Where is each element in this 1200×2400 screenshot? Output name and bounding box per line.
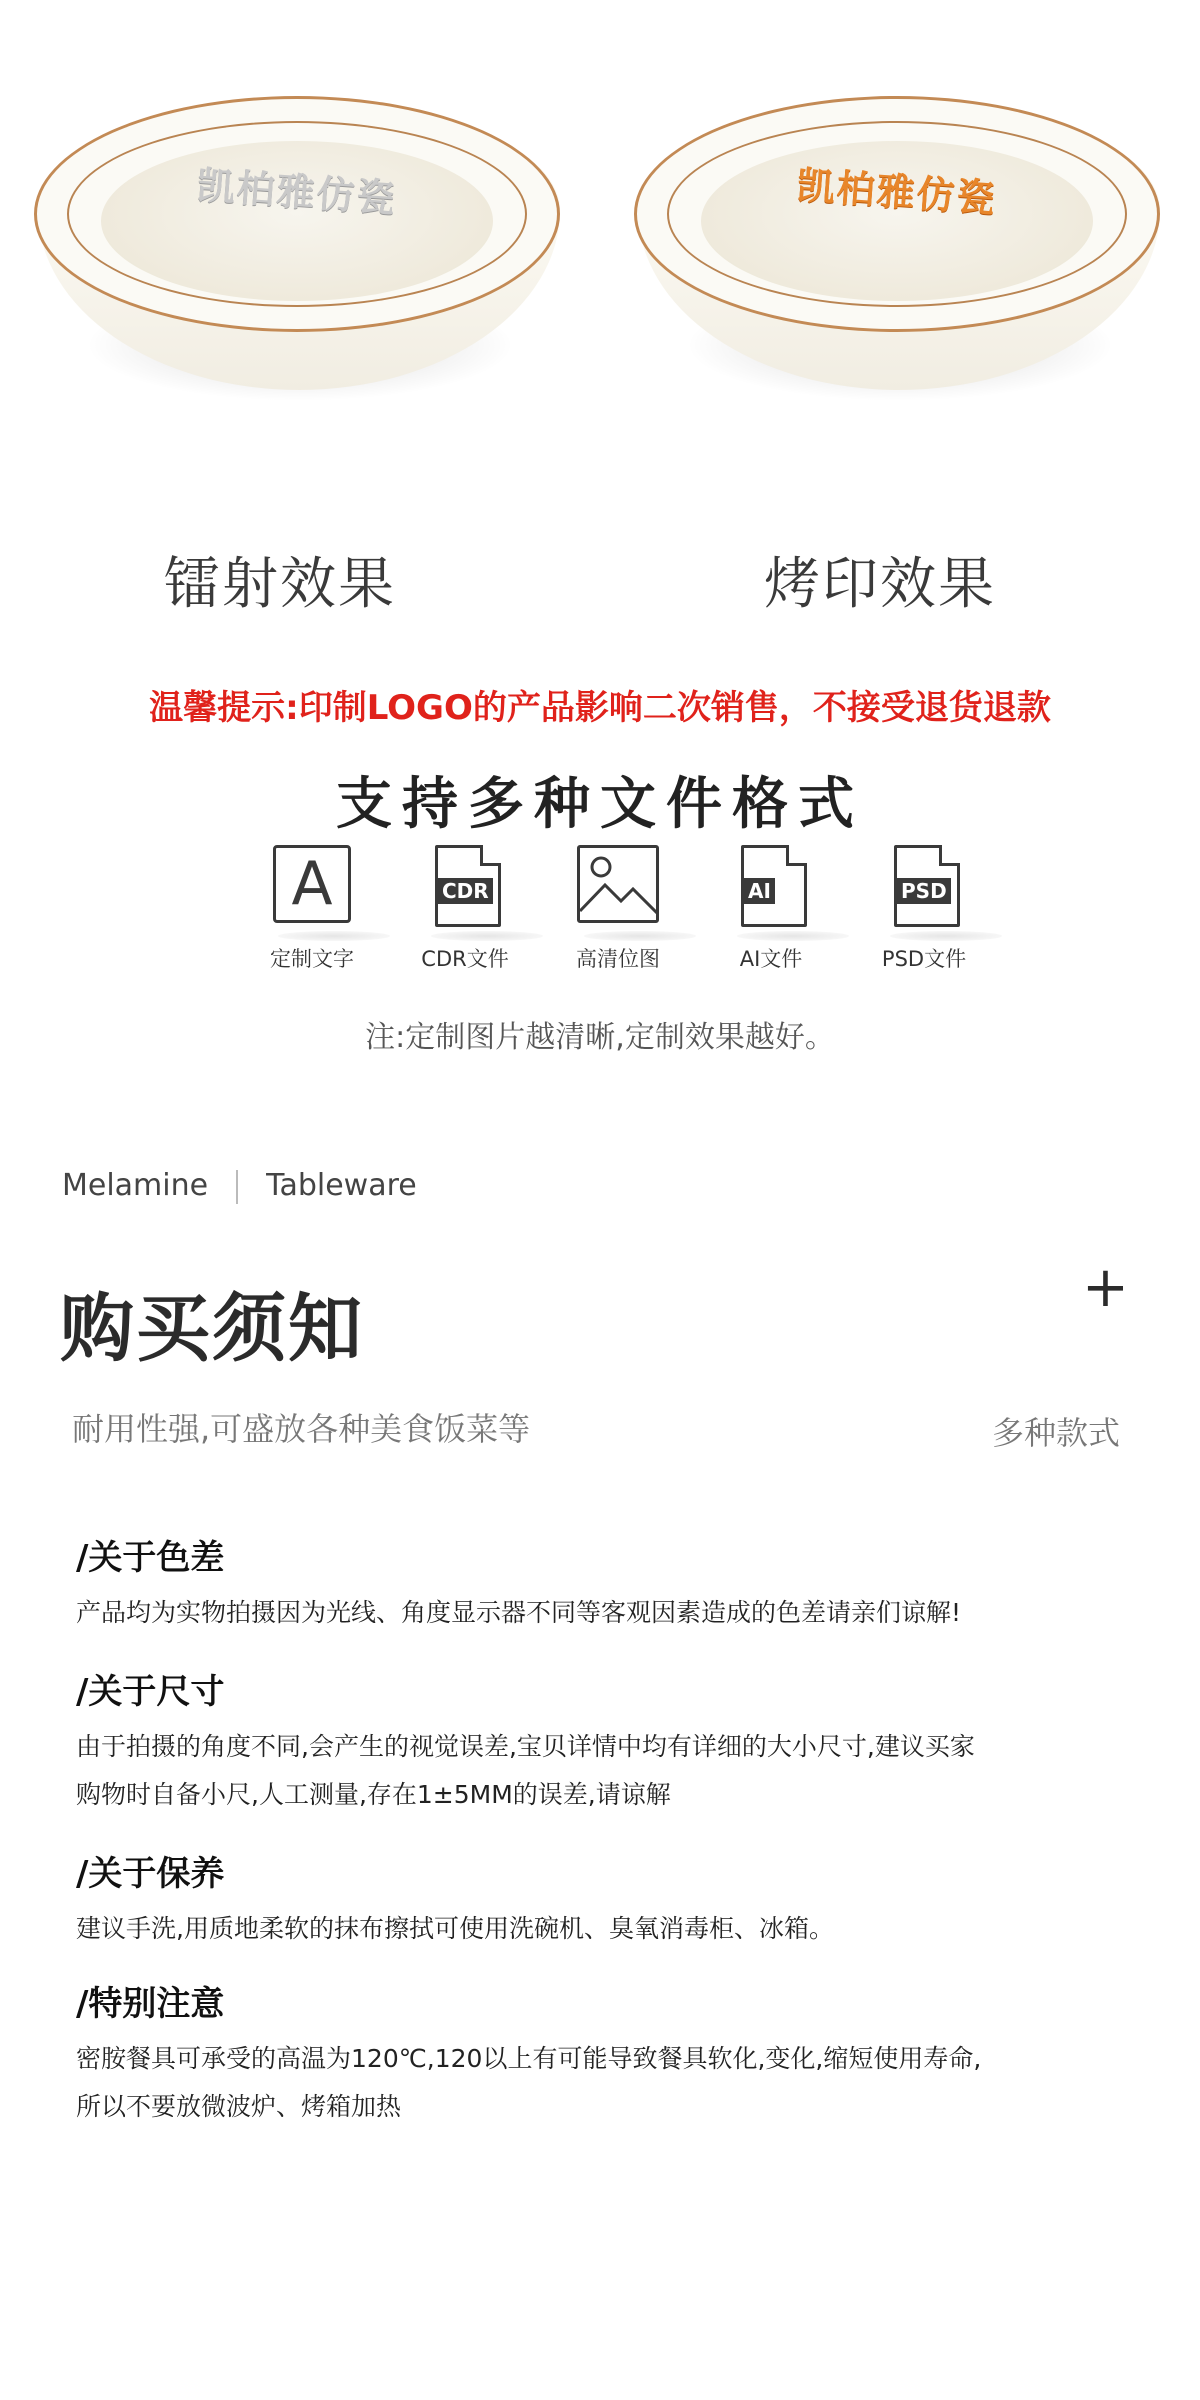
purchase-notice-title: 购买须知 <box>60 1286 364 1372</box>
brand-left: Melamine <box>62 1168 209 1203</box>
brand-row <box>62 1168 417 1204</box>
format-cdr <box>400 845 530 995</box>
brand-right: Tableware <box>266 1168 417 1203</box>
format-label: PSD文件 <box>881 947 967 971</box>
format-note: 注:定制图片越清晰,定制效果越好。 <box>365 1020 835 1055</box>
section-maintenance <box>76 1846 1136 1953</box>
section-heading: /关于尺寸 <box>76 1672 225 1712</box>
multiple-styles-label: 多种款式 <box>991 1414 1120 1452</box>
section-heading: /关于保养 <box>76 1854 225 1894</box>
bowl-logo-baked: 凯柏雅仿瓷 <box>795 163 999 221</box>
brand-divider <box>236 1170 238 1204</box>
section-color-difference <box>76 1530 1136 1637</box>
letter-a-icon: A <box>273 845 351 923</box>
bowl-logo-laser: 凯柏雅仿瓷 <box>195 163 399 221</box>
plus-icon[interactable]: + <box>1082 1255 1129 1320</box>
format-ai <box>706 845 836 995</box>
formats-title: 支持多种文件格式 <box>336 772 864 837</box>
section-special-note <box>76 1976 1136 2131</box>
laser-effect-label: 镭射效果 <box>164 552 396 617</box>
ai-file-icon: AI <box>741 845 807 927</box>
format-label: 定制文字 <box>270 947 354 971</box>
laser-bowl-image <box>20 60 580 460</box>
cdr-file-icon: CDR <box>435 845 501 927</box>
psd-file-icon: PSD <box>894 845 960 927</box>
format-custom-text <box>247 845 377 995</box>
warm-notice: 温馨提示:印制LOGO的产品影响二次销售，不接受退货退款 <box>149 688 1051 728</box>
baked-effect-label: 烤印效果 <box>764 552 996 617</box>
section-text: 密胺餐具可承受的高温为120℃,120以上有可能导致餐具软化,变化,缩短使用寿命, 所以不要放微波炉、烤箱加热 <box>76 2044 982 2121</box>
purchase-subtitle: 耐用性强,可盛放各种美食饭菜等 <box>72 1410 531 1448</box>
section-size <box>76 1664 1136 1819</box>
image-icon <box>577 845 659 923</box>
format-label: AI文件 <box>739 947 803 971</box>
section-heading: /特别注意 <box>76 1984 225 2024</box>
baked-bowl-image <box>620 60 1180 460</box>
format-bitmap <box>553 845 683 995</box>
format-psd <box>859 845 989 995</box>
section-text: 建议手洗,用质地柔软的抹布擦拭可使用洗碗机、臭氧消毒柜、冰箱。 <box>76 1914 834 1943</box>
format-label: 高清位图 <box>576 947 660 971</box>
format-label: CDR文件 <box>421 947 509 971</box>
section-text: 产品均为实物拍摄因为光线、角度显示器不同等客观因素造成的色差请亲们谅解! <box>76 1598 962 1627</box>
section-heading: /关于色差 <box>76 1538 225 1578</box>
section-text: 由于拍摄的角度不同,会产生的视觉误差,宝贝详情中均有详细的大小尺寸,建议买家 购物时自备小尺,人工测量,存在1±5MM的误差,请谅解 <box>76 1732 975 1809</box>
